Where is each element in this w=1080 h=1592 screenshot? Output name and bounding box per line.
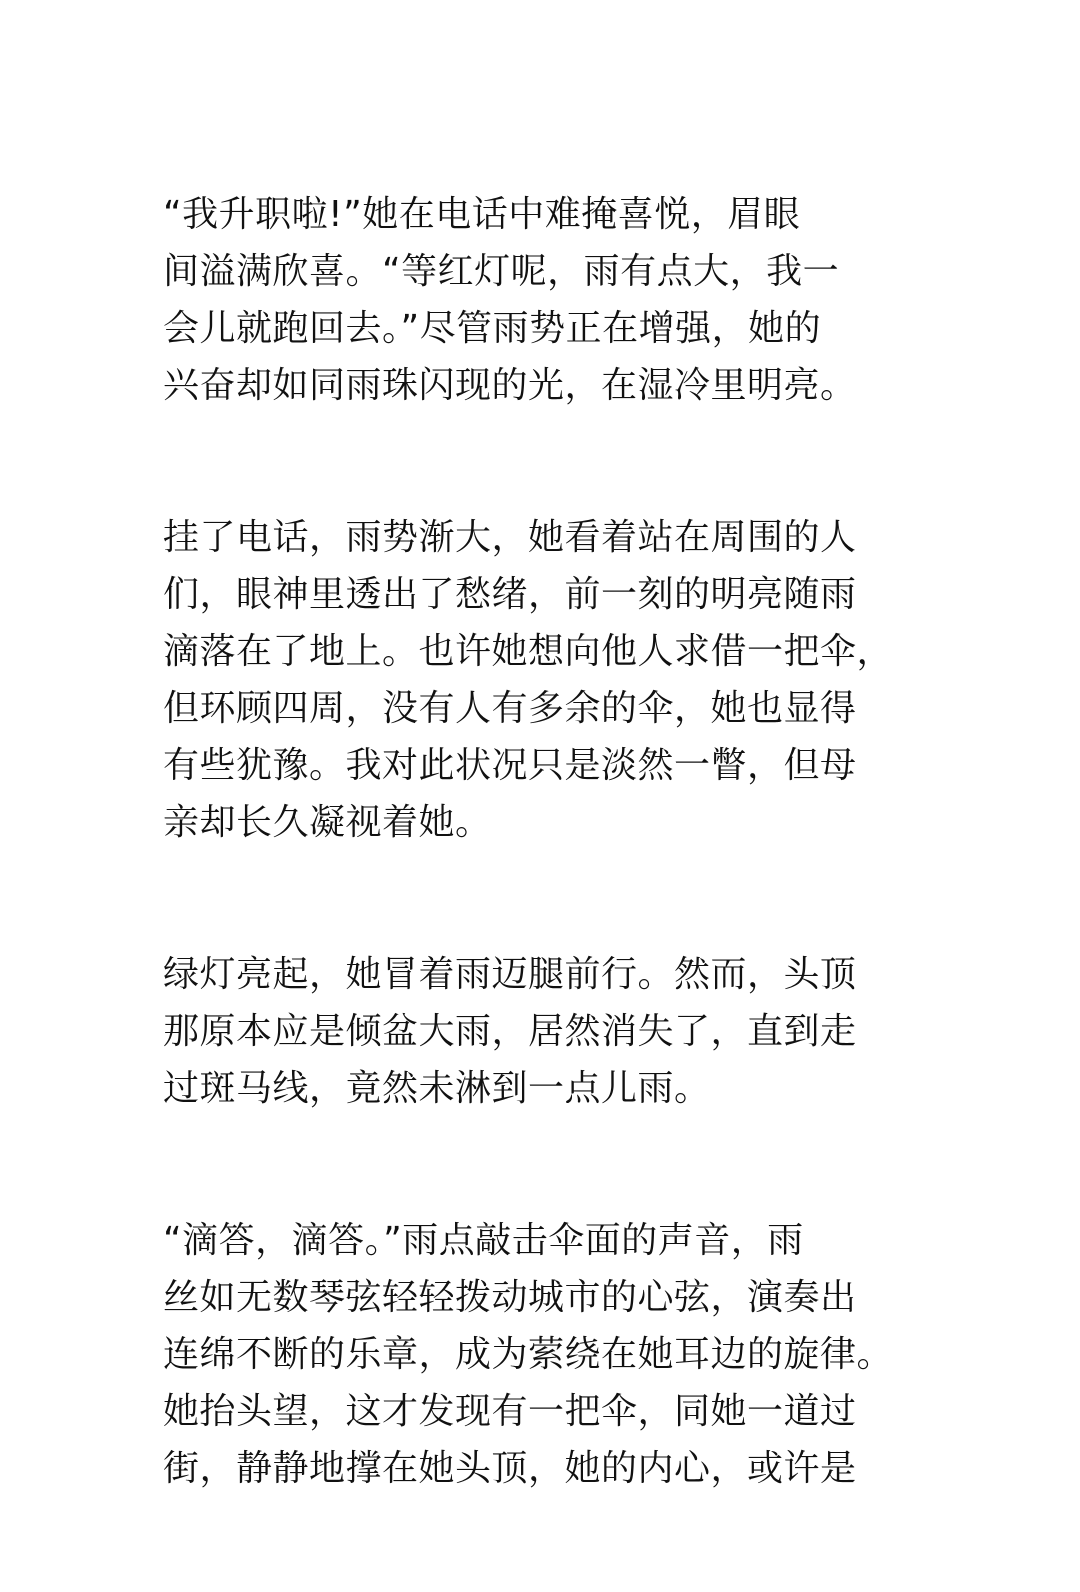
text-line: “滴答，滴答。”雨点敲击伞面的声音，雨 bbox=[163, 1220, 804, 1261]
text-line: 丝如无数琴弦轻轻拨动城市的心弦，演奏出 bbox=[163, 1277, 857, 1318]
text-line: 亲却长久凝视着她。 bbox=[163, 802, 492, 843]
text-line: 她抬头望，这才发现有一把伞，同她一道过 bbox=[163, 1391, 857, 1432]
text-line: 那原本应是倾盆大雨，居然消失了，直到走 bbox=[163, 1011, 857, 1052]
text-line: 们，眼神里透出了愁绪，前一刻的明亮随雨 bbox=[163, 574, 857, 615]
text-line: 街，静静地撑在她头顶，她的内心，或许是 bbox=[163, 1448, 857, 1489]
text-line: 有些犹豫。我对此状况只是淡然一瞥，但母 bbox=[163, 745, 857, 786]
paragraph-4 bbox=[163, 1212, 963, 1497]
text-line: “我升职啦!”她在电话中难掩喜悦，眉眼 bbox=[163, 194, 801, 235]
article-body bbox=[163, 186, 963, 1592]
text-line: 滴落在了地上。也许她想向他人求借一把伞， bbox=[163, 631, 894, 672]
text-line: 间溢满欣喜。“等红灯呢，雨有点大，我一 bbox=[163, 251, 840, 292]
paragraph-3 bbox=[163, 946, 963, 1117]
paragraph-1 bbox=[163, 186, 963, 414]
text-line: 连绵不断的乐章，成为萦绕在她耳边的旋律。 bbox=[163, 1334, 894, 1375]
text-line: 过斑马线，竟然未淋到一点儿雨。 bbox=[163, 1068, 711, 1109]
text-line: 兴奋却如同雨珠闪现的光，在湿冷里明亮。 bbox=[163, 365, 857, 406]
text-line: 会儿就跑回去。”尽管雨势正在增强，她的 bbox=[163, 308, 822, 349]
text-line: 挂了电话，雨势渐大，她看着站在周围的人 bbox=[163, 517, 857, 558]
text-line: 但环顾四周，没有人有多余的伞，她也显得 bbox=[163, 688, 857, 729]
text-line: 绿灯亮起，她冒着雨迈腿前行。然而，头顶 bbox=[163, 954, 857, 995]
paragraph-2 bbox=[163, 509, 963, 851]
